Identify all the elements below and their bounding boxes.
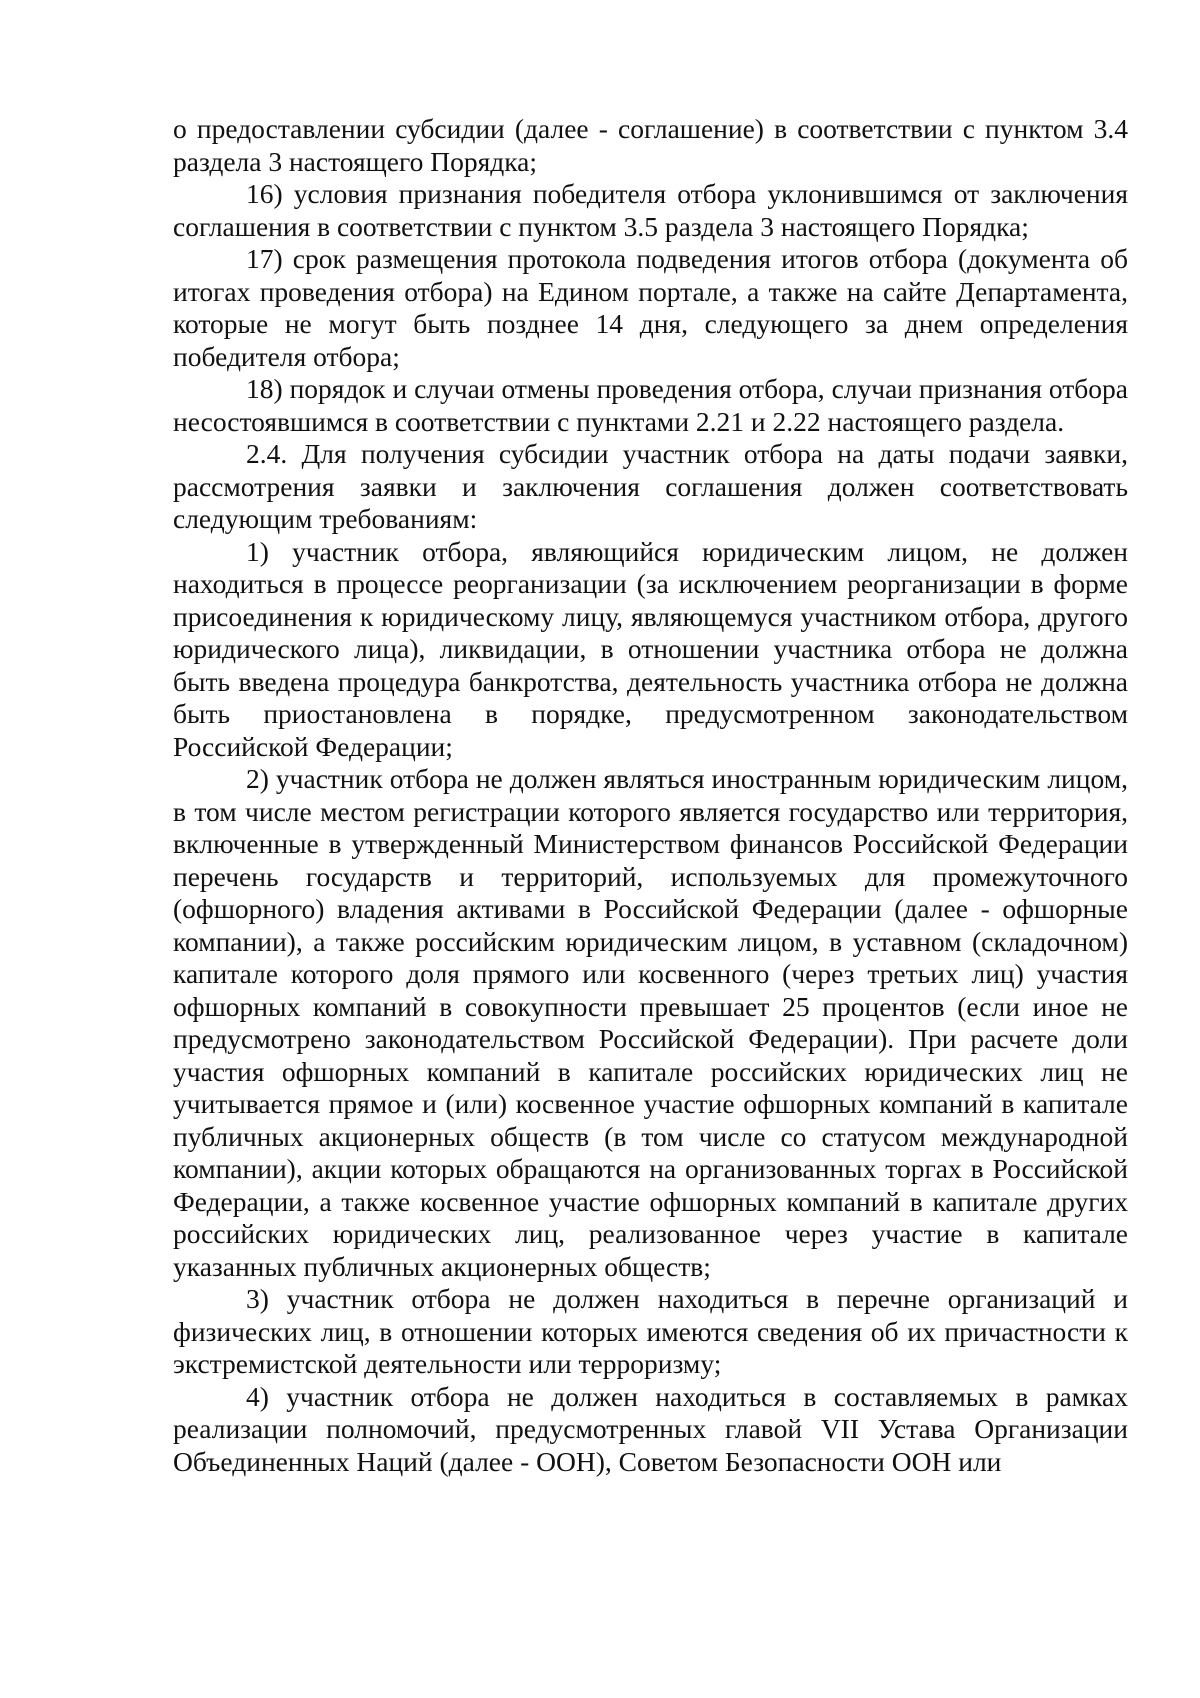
paragraph-requirement-3: 3) участник отбора не должен находиться в перечне организаций и физических лиц, в отношении которых имеются сведения об их причастности к экстремистской деятельности или терроризму; (173, 1283, 1128, 1379)
document-page (173, 113, 1128, 1478)
paragraph-item-18: 18) порядок и случаи отмены проведения отбора, случаи признания отбора несостоявшимся в соответствии с пунктами 2.21 и 2.22 настоящего раздела. (173, 373, 1128, 437)
paragraph-section-2-4: 2.4. Для получения субсидии участник отбора на даты подачи заявки, рассмотрения заявки и заключения соглашения должен соответствовать следующим требованиям: (173, 438, 1128, 534)
paragraph-item-17: 17) срок размещения протокола подведения итогов отбора (документа об итогах проведения отбора) на Едином портале, а также на сайте Департамента, которые не могут быть позднее 14 дня, следующего за днем определения победителя отбора; (173, 243, 1128, 372)
paragraph-requirement-1: 1) участник отбора, являющийся юридическим лицом, не должен находиться в процессе реорганизации (за исключением реорганизации в форме присоединения к юридическому лицу, являющемуся участником отбора, другого юридического лица), ликвидации, в отношении участника отбора не должна быть введена процедура банкротства, деятельность участника отбора не должна быть приостановлена в порядке, предусмотренном законодательством Российской Федерации; (173, 535, 1128, 762)
paragraph-requirement-2: 2) участник отбора не должен являться иностранным юридическим лицом, в том числе местом регистрации которого является государство или территория, включенные в утвержденный Министерством финансов Российской Федерации перечень государств и территорий, используемых для промежуточного (офшорного) владения активами в Российской Федерации (далее - офшорные компании), а также российским юридическим лицом, в уставном (складочном) капитале которого доля прямого или косвенного (через третьих лиц) участия офшорных компаний в совокупности превышает 25 процентов (если иное не предусмотрено законодательством Российской Федерации). При расчете доли участия офшорных компаний в капитале российских юридических лиц не учитывается прямое и (или) косвенное участие офшорных компаний в капитале публичных акционерных обществ (в том числе со статусом международной компании), акции которых обращаются на организованных торгах в Российской Федерации, а также косвенное участие офшорных компаний в капитале других российских юридических лиц, реализованное через участие в капитале указанных публичных акционерных обществ; (173, 763, 1128, 1282)
paragraph-requirement-4: 4) участник отбора не должен находиться в составляемых в рамках реализации полномочий, предусмотренных главой VII Устава Организации Объединенных Наций (далее - ООН), Советом Безопасности ООН или (173, 1380, 1128, 1477)
paragraph-item-16: 16) условия признания победителя отбора уклонившимся от заключения соглашения в соответствии с пунктом 3.5 раздела 3 настоящего Порядка; (173, 178, 1128, 242)
paragraph-continuation: о предоставлении субсидии (далее - соглашение) в соответствии с пунктом 3.4 раздела 3 настоящего Порядка; (173, 113, 1128, 177)
